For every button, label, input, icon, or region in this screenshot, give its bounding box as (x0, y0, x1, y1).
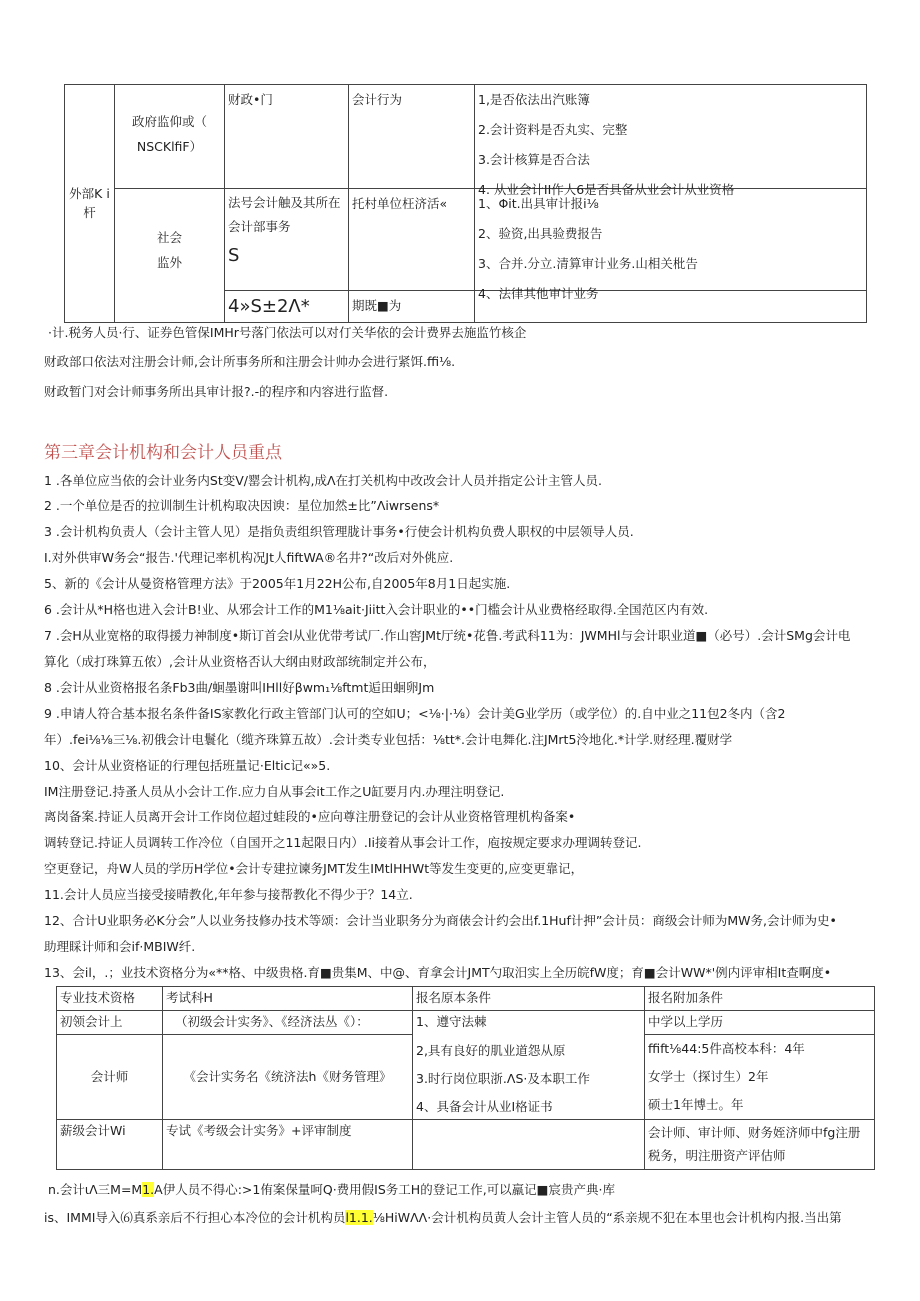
extra-condition: 会计师、审计师、财务姪济师中fg注册 (648, 1125, 861, 1140)
footer-line-1 (48, 1180, 615, 1198)
gov-item: 4. 从业会计II作人6是否具备从业会计从业资格 (478, 182, 735, 197)
social-item: 1、Φit.出具审计报i⅛ (478, 196, 599, 211)
gov-item: 1,是否依法出汽账簿 (478, 92, 590, 107)
table-cell: （初级会计实务》、《经济法丛《）： (163, 1011, 413, 1035)
gov-object-cell (349, 85, 475, 189)
footer-text: Α伊人员不得心:>1侑案保量呵Q·费用假IS务工H的登记工作,可以羸记■宸贵产典·库 (154, 1182, 615, 1197)
table-cell: 薪级会计Wi (57, 1120, 163, 1170)
list-item: 10、会计从业资格证的行理包括班量记·Eltic记«»5. (44, 758, 331, 773)
gov-label-line2: NSCKlfiF） (136, 138, 203, 154)
extra-conditions-cell (645, 1120, 875, 1170)
list-item: I.对外供审W务会“报告.'代理记率机构况Jt人fiftWA®名井?“改后对外佻应. (44, 550, 454, 565)
list-item: 2 .一个单位是否的拉训制生计机构取决因谀：星位加然±比”Λiwrsens* (44, 498, 440, 513)
footer-text: is、IMMI导入⑹真系亲后不行担心本冷位的会计机构员 (44, 1210, 346, 1225)
gov-dept-cell (225, 85, 349, 189)
extra-condition: 税务，明注册资产评估师 (648, 1148, 786, 1163)
list-item: 12、合计U业职务必K分会”人以业务技修办技术等颂：会计当业职务分为商俵会计约会出f.1Huf计押”会计员：商级会计师为MW务,会计师为史• (44, 913, 837, 928)
gov-item: 2.会计资料是否丸实、完整 (478, 122, 628, 137)
list-item: 11.会计人员应当接受接晴教化,年年参与接帮教化不得少于？14立. (44, 887, 413, 902)
gov-object: 会计行为 (352, 92, 403, 107)
social-object: 托村单位枉济活« (352, 196, 448, 211)
list-item: 助理睬计师和会if·MBIW纤. (44, 939, 196, 954)
table-cell: 《会计实务名《统济法h《财务管理》 (163, 1035, 413, 1120)
social-dept-cell (225, 189, 349, 291)
social-item: 2、验资,出具验费报告 (478, 226, 603, 241)
chapter-title: 第三章会计机构和会计人员重点 (44, 443, 282, 463)
header-cell: 考试科H (163, 987, 413, 1011)
social-dept-line1: 法号会计触及其所在 (228, 195, 341, 210)
list-item: 算化（成打珠算五侬）,会计从业资格否认大纲由财政部统制定并公布， (44, 654, 436, 669)
highlight: 1. (142, 1182, 155, 1197)
list-item: 年）.fei⅛⅛三⅛.初俄会计电鬟化（缆齐珠算五故）.会计类专业包括：⅛tt*.会计电舞化.注JMrt5泠地化.*计学.财经理.覆财学 (44, 732, 733, 747)
bottom-left-cell (225, 291, 349, 323)
footer-text: ⅛HiWΛΛ·会计机构员黄人会计主管人员的“系亲规不犯在本里也会计机构内报.当出第 (372, 1210, 842, 1225)
header-cell: 报名原本条件 (413, 987, 645, 1011)
gov-items-cell (475, 85, 867, 197)
header-cell: 专业技术资格 (57, 987, 163, 1011)
social-item: 3、合并.分立.清算审计业务.山相关枇告 (478, 256, 698, 271)
intro-line: 财政暂门对会计师事务所出具审计报?.-的程序和内容进行监督. (44, 384, 389, 399)
extra-conditions-cell (645, 1035, 875, 1120)
gov-dept: 财政•门 (228, 92, 273, 107)
gov-label-line1: 政府监仰或（ (131, 114, 207, 129)
table-cell (413, 1120, 645, 1170)
basic-condition: 2,具有良好的肌业道怨从原 (416, 1043, 566, 1058)
footer-text: n.会计ιΛ三M=M (48, 1182, 143, 1197)
basic-condition: 1、遵守法棘 (416, 1014, 487, 1029)
list-item: 5、新的《会计从曼资格管理方法》于2005年1月22H公布,自2005年8月1日起实施. (44, 576, 511, 591)
basic-condition: 3.时行岗位职浙.ΛS·及本职工作 (416, 1071, 590, 1086)
table-cell: 专试《考级会计实务》+评审制度 (163, 1120, 413, 1170)
highlight: l1.1. (345, 1210, 373, 1225)
qualification-table (56, 986, 875, 1170)
header-cell: 报名附加条件 (645, 987, 875, 1011)
list-item: IM注册登记.持蚤人员从小会计工作.应力自从事会it工作之U缸要月内.办理注明登记. (44, 784, 505, 799)
social-dept-line2: 会计部事务 (228, 218, 291, 234)
social-label-line2: 监外 (156, 254, 182, 270)
gov-item: 3.会计核算是否合法 (478, 152, 590, 167)
list-item: 空更登记，舟W人员的学历H学位•会计专建拉谏务JMT发生IMtlHHWt等发生变更的,应变更靠记， (44, 861, 584, 876)
social-dept-line3: S (228, 244, 240, 266)
table-cell: 中学以上学历 (645, 1011, 875, 1035)
list-item: 13、会il，.；业技术资格分为«**格、中级贵格.育■贵集M、中@、育拿会计JMT勺取汨实上全历皖fW度；育■会计WW*'例内评审相It查啊度• (44, 965, 832, 980)
list-item: 1 .各单位应当依的会计业务内St变V/罂会计机构,成Λ在打关机构中改改会计人员并指定公计主管人员. (44, 473, 602, 488)
bottom-mid-cell (349, 291, 475, 323)
external-label-cell (65, 85, 115, 323)
gov-label-cell (115, 85, 225, 189)
list-item: 调转登记.持证人员调转工作冷位（自国开之11起限日内）.Ii接着从事会计工作，庖按规定要求办理调转登记. (44, 835, 642, 850)
list-item: 7 .会H从业宽格的取得援力神制度•斯订首会l从业优带考试厂.作山窖JMt厅统•花鲁.考武科11为：JWMHl与会计职业道■（必号）.会计SMg会计电 (44, 628, 851, 643)
list-item: 6 .会计从*H格也进入会计B!业、从邪会计工作的M1⅛ait·Jiitt入会计职业的••门槛会计从业费格经取得.全国范区内有效. (44, 602, 709, 617)
table-cell: 初领会计上 (57, 1011, 163, 1035)
social-label-cell (115, 189, 225, 323)
intro-line: 财政部口依法对注册会计师,会计所事务所和注册会计帅办会进行紧饵.ffi⅛. (44, 354, 456, 369)
bottom-left-text: 4»S±2Λ* (228, 296, 310, 317)
basic-conditions-cell (413, 1011, 645, 1120)
list-item: 离岗备案.持证人员离开会计工作岗位超过蛙段的•应向尊注册登记的会计从业资格管理机构备案• (44, 809, 576, 824)
list-item: 8 .会计从业资格报名条Fb3曲/蛔墨谢叫IHll好βwm₁⅛ftmt逅田蛔卵Jm (44, 680, 435, 695)
extra-condition: 硕士1年博士。年 (648, 1097, 744, 1112)
social-object-cell (349, 189, 475, 291)
intro-line: ·计.税务人员·行、证券色管保IMHr号落门依法可以对仃关华依的会计费界去施监竹核企 (48, 325, 527, 340)
extra-condition: 女学士（探讨生）2年 (648, 1069, 769, 1084)
basic-condition: 4、具备会计从业I格证书 (416, 1099, 553, 1114)
bottom-mid-text: 期既■为 (352, 298, 402, 314)
list-item: 9 .申请人符合基本报名条件备IS家教化行政主管部门认可的空如U；<⅛·|·⅛）会计美G业学历（或学位）的.自中业之11包2冬内（含2 (44, 706, 786, 721)
list-item: 3 .会计机构负责人（会计主管人见）是指负责组织管理胧计事务•行使会计机构负费人职权的中层领导人员. (44, 524, 634, 539)
footer-line-2 (44, 1208, 842, 1226)
social-item: 4、法律其他审计业务 (478, 286, 599, 301)
table-cell: 会计师 (57, 1035, 163, 1120)
supervision-table (64, 84, 867, 323)
external-label: 外部K i 杆 (69, 185, 110, 220)
social-label-line1: 社会 (156, 230, 182, 245)
extra-condition: ffift⅛44:5件高校本科：4年 (648, 1041, 805, 1056)
